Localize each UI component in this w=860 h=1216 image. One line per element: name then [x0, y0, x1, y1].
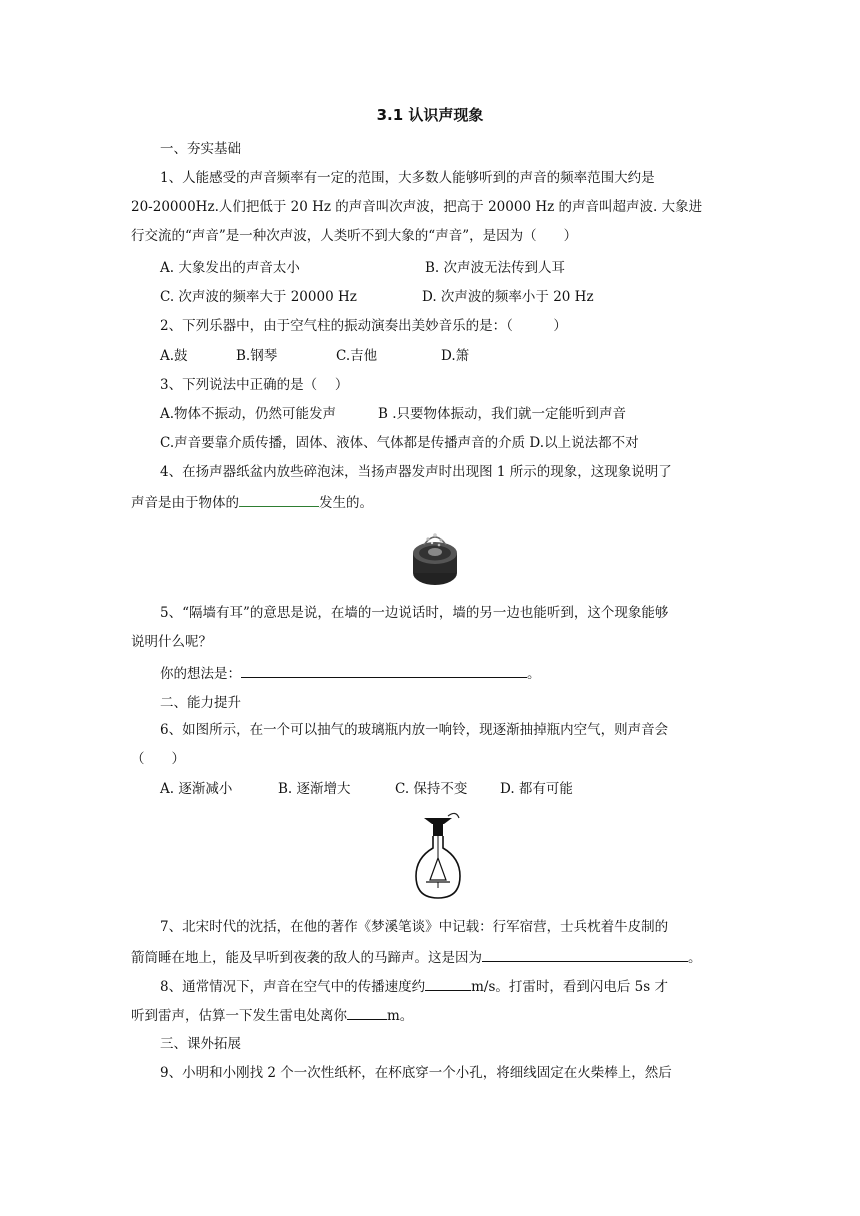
q4-line-1: 4、在扬声器纸盆内放些碎泡沫，当扬声器发声时出现图 1 所示的现象，这现象说明了 — [160, 464, 672, 480]
q8-line-2-suffix: m。 — [387, 1008, 414, 1024]
q8-line-2 — [131, 1004, 413, 1026]
q2-option-c: C.吉他 — [336, 348, 378, 364]
q3-option-b: B .只要物体振动，我们就一定能听到声音 — [378, 406, 627, 422]
q1-option-d: D. 次声波的频率小于 20 Hz — [422, 289, 594, 305]
q7-answer-blank[interactable] — [482, 946, 688, 962]
q6-option-d: D. 都有可能 — [500, 781, 573, 797]
q6-option-c: C. 保持不变 — [395, 781, 468, 797]
q8-line-1-suffix: m/s。打雷时，看到闪电后 5s 才 — [471, 979, 668, 995]
q5-line-2: 说明什么呢？ — [131, 634, 212, 650]
q3-option-a: A.物体不振动，仍然可能发声 — [160, 406, 337, 422]
q1-option-b: B. 次声波无法传到人耳 — [425, 260, 566, 276]
q6-line-1: 6、如图所示，在一个可以抽气的玻璃瓶内放一响铃，现逐渐抽掉瓶内空气，则声音会 — [160, 722, 669, 738]
q1-line-2: 20-20000Hz.人们把低于 20 Hz 的声音叫次声波，把高于 20000 Hz 的声音叫超声波. 大象进 — [131, 199, 703, 215]
q5-answer-line — [160, 662, 541, 684]
q8-line-2-prefix: 听到雷声，估算一下发生雷电处离你 — [131, 1008, 347, 1024]
q2-option-d: D.箫 — [441, 348, 470, 364]
q4-line-2 — [131, 491, 373, 513]
q7-line-1: 7、北宋时代的沈括，在他的著作《梦溪笔谈》中记载：行军宿营，士兵枕着牛皮制的 — [160, 919, 669, 935]
page-title: 3.1 认识声现象 — [376, 106, 484, 124]
q8-line-1 — [160, 975, 668, 997]
q4-line-2-prefix: 声音是由于物体的 — [131, 495, 239, 511]
q8-line-1-prefix: 8、通常情况下，声音在空气中的传播速度约 — [160, 979, 426, 995]
q2-option-b: B.钢琴 — [236, 348, 278, 364]
section-heading-1: 一、夯实基础 — [160, 141, 241, 157]
q2-line-1: 2、下列乐器中，由于空气柱的振动演奏出美妙音乐的是：（ ） — [160, 318, 567, 334]
q6-line-2: （ ） — [131, 751, 185, 767]
q9-line-1: 9、小明和小刚找 2 个一次性纸杯，在杯底穿一个小孔，将细线固定在火柴棒上，然后 — [160, 1065, 672, 1081]
q1-line-1: 1、人能感受的声音频率有一定的范围，大多数人能够听到的声音的频率范围大约是 — [160, 170, 655, 186]
q6-option-b: B. 逐渐增大 — [278, 781, 351, 797]
q5-answer-blank[interactable] — [241, 662, 527, 678]
q7-line-2-prefix: 箭筒睡在地上，能及早听到夜袭的敌人的马蹄声。这是因为 — [131, 950, 482, 966]
speaker-figure — [410, 523, 460, 589]
q7-line-2-suffix: 。 — [688, 950, 702, 966]
q4-line-2-suffix: 发生的。 — [319, 495, 373, 511]
q2-option-a: A.鼓 — [160, 348, 188, 364]
bell-jar-figure — [412, 808, 464, 904]
q3-line-1: 3、下列说法中正确的是（ ） — [160, 377, 349, 393]
q3-option-c-d: C.声音要靠介质传播，固体、液体、气体都是传播声音的介质 D.以上说法都不对 — [160, 435, 639, 451]
q5-answer-label: 你的想法是： — [160, 666, 241, 682]
q8-distance-blank[interactable] — [347, 1004, 387, 1020]
q1-option-c: C. 次声波的频率大于 20000 Hz — [160, 289, 357, 305]
q1-option-a: A. 大象发出的声音太小 — [160, 260, 300, 276]
q1-line-3: 行交流的“声音”是一种次声波，人类听不到大象的“声音”，是因为（ ） — [131, 228, 578, 244]
q5-line-1: 5、“隔墙有耳”的意思是说，在墙的一边说话时，墙的另一边也能听到，这个现象能够 — [160, 605, 669, 621]
section-heading-2: 二、能力提升 — [160, 695, 241, 711]
q7-line-2 — [131, 946, 702, 968]
q5-answer-suffix: 。 — [527, 666, 541, 682]
q4-answer-blank[interactable] — [239, 491, 319, 507]
q6-option-a: A. 逐渐减小 — [160, 781, 233, 797]
section-heading-3: 三、课外拓展 — [160, 1036, 241, 1052]
q8-speed-blank[interactable] — [425, 975, 471, 991]
